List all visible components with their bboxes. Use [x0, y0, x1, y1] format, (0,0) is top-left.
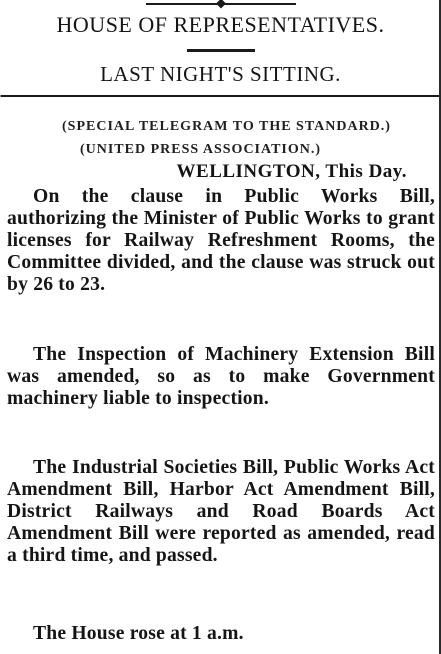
short-divider-rule [187, 49, 255, 52]
headline: HOUSE OF REPRESENTATIVES. [56, 12, 385, 37]
ornament-diamond-icon [216, 0, 226, 8]
section-divider-rule [0, 95, 441, 97]
paragraph-bills-passed: The Industrial Societies Bill, Public Works Act Amendment Bill, Harbor Act Amendment Bill, District Railways and Road Boards Act Amendment Bill were reported as amended, read a third time, and passed. [7, 457, 435, 566]
paragraph-machinery-inspection: The Inspection of Machinery Extension Bill was amended, so as to make Government machinery liable to inspection. [7, 344, 435, 409]
paragraph-public-works-clause: On the clause in Public Works Bill, authorizing the Minister of Public Works to grant licenses for Railway Refreshment Rooms, the Committee divided, and the clause was struck out by 26 to 23. [7, 186, 435, 295]
dateline: WELLINGTON, This Day. [176, 161, 407, 182]
subheadline: LAST NIGHT'S SITTING. [100, 62, 341, 86]
credit-line-special-telegram: (SPECIAL TELEGRAM TO THE STANDARD.) [62, 119, 391, 134]
paragraph-house-rose: The House rose at 1 a.m. [33, 623, 244, 644]
credit-line-press-association: (UNITED PRESS ASSOCIATION.) [79, 142, 322, 157]
